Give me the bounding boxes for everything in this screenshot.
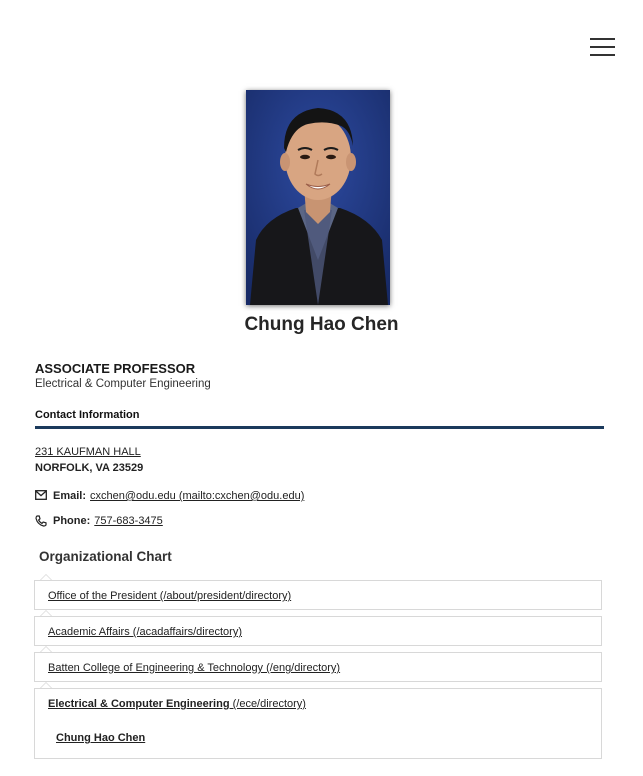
envelope-icon [35,490,49,502]
phone-icon [35,515,49,527]
address-city: NORFOLK, VA 23529 [35,462,144,474]
email-row [35,490,304,502]
org-link-ece-name: Electrical & Computer Engineering [48,698,230,710]
org-link-engineering-college[interactable]: Batten College of Engineering & Technology (/eng/directory) [48,662,341,674]
profile-name: Chung Hao Chen [244,314,399,335]
phone-label: Phone: [53,515,91,527]
org-link-ece[interactable] [48,698,306,710]
contact-divider [35,426,604,429]
phone-link[interactable]: 757-683-3475 [94,515,163,527]
org-chart-heading: Organizational Chart [39,549,172,564]
address-link[interactable]: 231 KAUFMAN HALL [35,446,141,458]
hamburger-menu-icon[interactable] [590,36,616,58]
org-leaf-person[interactable]: Chung Hao Chen [56,732,146,744]
org-link-president[interactable]: Office of the President (/about/president/directory) [48,590,292,602]
org-item-engineering-college [34,652,602,682]
profile-department: Electrical & Computer Engineering [35,378,211,390]
email-label: Email: [53,490,87,502]
org-link-ece-path: (/ece/directory) [229,698,306,710]
contact-heading: Contact Information [35,409,140,421]
profile-photo [246,90,390,305]
org-link-academic-affairs[interactable]: Academic Affairs (/acadaffairs/directory) [48,626,243,638]
email-link[interactable]: cxchen@odu.edu (mailto:cxchen@odu.edu) [90,490,305,502]
org-item-president [34,580,602,610]
org-item-academic-affairs [34,616,602,646]
profile-title: ASSOCIATE PROFESSOR [35,361,196,376]
phone-row [35,515,163,527]
org-item-ece [34,688,602,759]
